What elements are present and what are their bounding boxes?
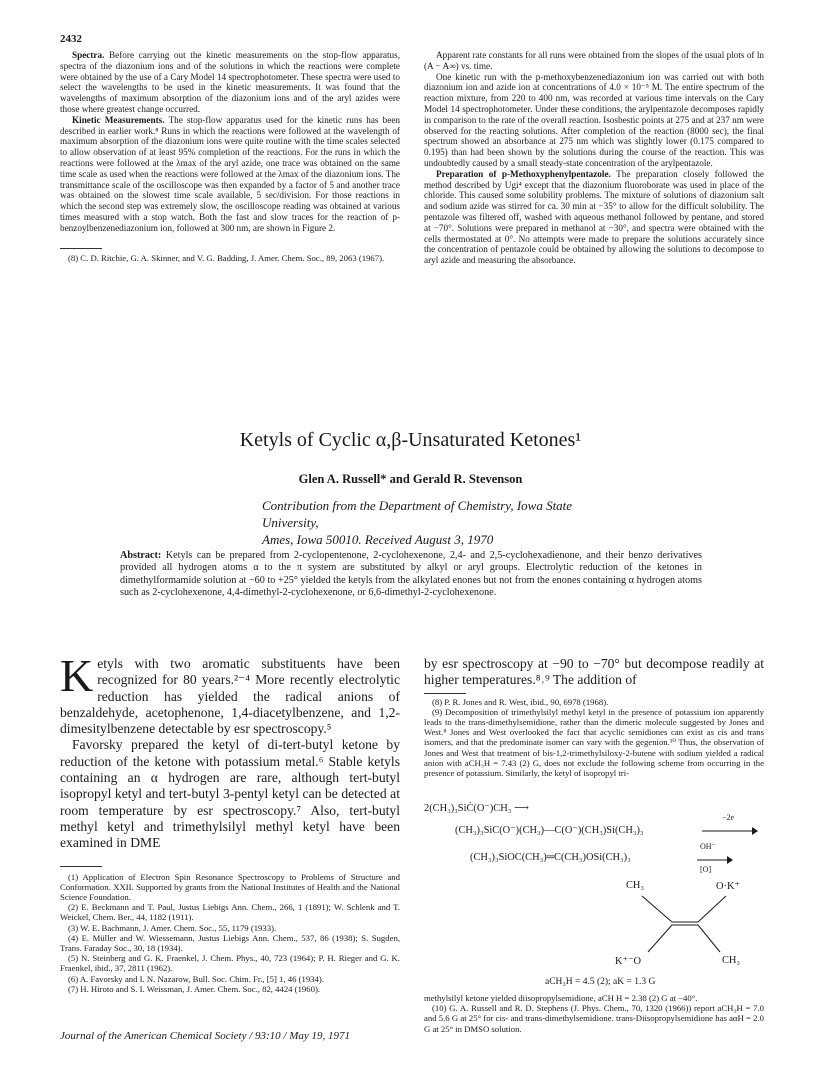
article-title: Ketyls of Cyclic α,β-Unsaturated Ketones¹ (239, 429, 582, 451)
rate-constants-paragraph: Apparent rate constants for all runs were obtained from the slopes of the usual plots of ln (A − A∞) vs. time. (424, 50, 764, 71)
kinetic-text: The stop-flow apparatus used for the kinetic runs has been described in earlier work.⁸ Runs in which the reactions were followed at the wavelength of maximum absorption of the diazonium ions were quite routine with the time scales selected to allow observation of at least 95% completion of the reactions. For the runs in which the reactions were followed at the λmax of the aryl azide, one trace was obtained on the same time scale as used when the reactions were followed at the λmax of the diazonium ions. The transmittance scale of the oscilloscope was then expanded by a factor of 5 and another trace was obtained on the slowest time scale available, 5 sec/division. For those reactions in which the second step was extremely slow, the oscilloscope reading was obtained at various times measured with a stop watch. Both the fast and slow traces for the reaction of p-benzoylbenzenediazonium ion, followed at 300 nm, are shown in Figure 2. (60, 114, 400, 233)
footnote-10: (10) G. A. Russell and R. D. Stephens (J. Phys. Chem., 70, 1320 (1966)) report aCH₃H = 7.0 and 5.6 G at 25° for cis- and trans-dimethylsemidione. trans-Diisopropylsemidione has aαH = 2.0 G at 25° in DMSO solution. (424, 1003, 764, 1034)
intro-paragraph (60, 650, 400, 737)
scheme-arrow-3-bottom-label: [O] (700, 865, 712, 874)
scheme-line-2: (CH₃)₃SiC(O⁻)(CH₃)—C(O⁻)(CH₃)Si(CH₃)₃ (455, 825, 644, 836)
abstract-label: Abstract: (120, 550, 162, 561)
kinetic-heading: Kinetic Measurements. (72, 114, 165, 125)
body-right-column (424, 656, 764, 778)
article-authors: Glen A. Russell* and Gerald R. Stevenson (298, 472, 523, 486)
contribution-line-1: Contribution from the Department of Chemistry, Iowa State University, (262, 498, 573, 530)
after-scheme-notes (424, 993, 764, 1034)
abstract (120, 550, 702, 600)
scheme-arrow-3-top-label: OH⁻ (700, 842, 716, 851)
spectra-heading: Spectra. (72, 50, 105, 60)
footnote-separator (60, 248, 102, 249)
footnote-3: (3) W. E. Bachmann, J. Amer. Chem. Soc., 55, 1179 (1933). (68, 922, 277, 933)
footnote-separator-right (424, 693, 466, 694)
preparation-text: The preparation closely followed the method described by Ugi⁴ except that the diazonium fluoroborate was used in place of the chloride. This caused some solubility problems. The mixture of solutions of diazonium salt and sodium azide was stirred for ca. 30 min at −35° to allow for the difficult solubility. The pentazole was filtered off, washed with aqueous methanol followed by pentane, and stored at −70°. Solutions were prepared in methanol at −30°, and spectra were obtained with the cells thermostated at 0°. No attempts were made to prepare the solutions accurately since the concentration of pentazole could be obtained by allowing the solutions to decompose to aryl azide and measuring the absorbance. (424, 168, 764, 266)
preparation-paragraph (424, 169, 764, 266)
footnotes-left (60, 872, 400, 994)
footnote-7: (7) H. Hiroto and S. I. Weissman, J. Amer. Chem. Soc., 82, 4424 (1960). (68, 983, 321, 994)
abstract-text: Ketyls can be prepared from 2-cyclopentenone, 2-cyclohexenone, 2,4- and 2,5-cyclohexadienone, and their benzo derivatives provided all hydrogen atoms α to the π system are substituted by alkyl or aryl groups. Electrolytic reduction of the ketones in dimethylformamide solution at −60 to +25° yielded the ketyls from the alkylated enones but not from the enones containing α hydrogen atoms such as 2-cyclohexenone, 4,4-dimethyl-2-cyclohexenone, or 6,6-dimethyl-2-cyclohexenone. (120, 550, 703, 599)
footnote-2: (2) E. Beckmann and T. Paul, Justus Liebigs Ann. Chem., 266, 1 (1891); W. Schlenk and T. Weickel, Chem. Ber., 44, 1182 (1911). (60, 902, 400, 923)
spectra-text: Before carrying out the kinetic measurements on the stop-flow apparatus, spectra of the diazonium ions and of the solutions in which the reactions were complete were obtained by the use of a Cary Model 14 spectrophotometer. These spectra were used to select the wavelengths to be used in the kinetic measurements. It was found that the wavelengths of maximum absorption of the diazonium ions and of the aryl azides were those where greatest change occurred. (60, 50, 400, 114)
footnote-8-prev: (8) C. D. Ritchie, G. A. Skinner, and V. G. Badding, J. Amer. Chem. Soc., 89, 2063 (1967). (68, 252, 385, 263)
scheme-arrow-2-label: −2e (722, 813, 735, 822)
structure-ch3-top: CH₃ (626, 880, 645, 891)
prev-article-left-column (60, 50, 400, 263)
journal-footer: Journal of the American Chemical Society / 93:10 / May 19, 1971 (60, 1030, 351, 1042)
footnote-6: (6) A. Favorsky and I. N. Nazarow, Bull. Soc. Chim. Fr., [5] 1, 46 (1934). (68, 973, 324, 984)
addition-paragraph: by esr spectroscopy at −90 to −70° but decompose readily at higher temperatures.⁸˒⁹ The addition of (424, 656, 764, 688)
scheme-arrow-2 (700, 826, 760, 836)
structure-ch3-bottom: CH₃ (722, 955, 741, 966)
intro-text: etyls with two aromatic substituents have been recognized for 80 years.²⁻⁴ More recently electrolytic reduction has yielded the radical anions of benzaldehyde, acetophenone, 1,4-diacetylbenzene, and 1,2-dimesitylbenzene detectable by esr spectroscopy.⁵ (60, 656, 400, 737)
structure-ko: K⁺⁻O (615, 956, 641, 967)
after-scheme-text: methylsilyl ketone yielded diisopropylsemidione, aCH H = 2.38 (2) G at −40°. (424, 993, 698, 1003)
footnote-8: (8) P. R. Jones and R. West, ibid., 90, 6978 (1968). (432, 696, 609, 707)
footnote-5: (5) N. Steinberg and G. K. Fraenkel, J. Chem. Phys., 40, 723 (1964); P. H. Rieger and G. K. Fraenkel, ibid., 37, 2811 (1962). (60, 953, 400, 974)
footnote-separator-left (60, 866, 102, 867)
footnote-9: (9) Decomposition of trimethylsilyl methyl ketyl in the presence of potassium ion apparently leads to the trans-dimethylsemidione, rather than the dimeric molecule suggested by Jones and West.⁸ Jones and West overlooked the fact that acyclic semidiones can exist as cis and trans isomers, and that the predominate isomer can vary with the gegenion.¹⁰ Thus, the observation of Jones and West that treatment of bis-1,2-trimethylsiloxy-2-butene with sodium yielded a radical anion with aCH₃H = 7.43 (2) G, does not exclude the following scheme from occurring in the presence of potassium. Similarly, the ketyl of isopropyl tri- (424, 706, 764, 779)
structure-ok: O·K⁺ (716, 881, 740, 892)
contribution-line (262, 497, 592, 548)
kinetic-run-paragraph: One kinetic run with the p-methoxybenzenediazonium ion was carried out with both diazonium ion and azide ion at concentrations of 4.0 × 10⁻⁵ M. The entire spectrum of the reaction mixture, from 220 to 400 nm, was recorded at various time intervals on the Cary Model 14 spectrophotometer. Under these conditions, the arylpentazole decomposes rapidly in comparison to the rate of the overall reaction. Isosbestic points at 275 and at 237 nm were observed for the reacting solutions. After completion of the reaction (8000 sec), the final spectrum showed an absorbance at 275 nm which was slightly lower (0.175 compared to 0.195) than had been shown by the solutions during the course of the reaction. This was undoubtedly caused by a small steady-state concentration of the arylpentazole. (424, 71, 764, 168)
favorsky-paragraph: Favorsky prepared the ketyl of di-tert-butyl ketone by reduction of the ketone with potassium metal.⁶ Stable ketyls containing an α hydrogen are rare, although tert-butyl isopropyl ketyl and tert-butyl 3-pentyl ketyl can be detected at room temperature by esr spectroscopy.⁷ Also, tert-butyl methyl ketyl and trimethylsilyl methyl ketyl have been examined in DME (60, 737, 400, 851)
body-left-column (60, 650, 400, 994)
scheme-line-3: (CH₃)₃SiOC(CH₃)═C(CH₃)OSi(CH₃)₃ (470, 852, 631, 863)
page-number: 2432 (60, 33, 82, 45)
footnote-1: (1) Application of Electron Spin Resonance Spectroscopy to Problems of Structure and Conformation. XXII. Supported by grants from the National Institutes of Health and the National Science Foundation. (60, 871, 400, 902)
drop-cap: K (60, 650, 94, 701)
scheme-arrow-3 (695, 855, 735, 865)
prev-article-right-column (424, 50, 764, 266)
kinetic-paragraph (60, 115, 400, 234)
footnote-4: (4) E. Müller and W. Wiessemann, Justus Liebigs Ann. Chem., 537, 86 (1938); S. Sugden, Trans. Faraday Soc., 30, 18 (1934). (60, 932, 400, 953)
preparation-heading: Preparation of p-Methoxyphenylpentazole. (436, 168, 611, 179)
spectra-paragraph (60, 50, 400, 115)
contribution-line-2: Ames, Iowa 50010. Received August 3, 1970 (262, 532, 494, 547)
scheme-line-1: 2(CH₃)₃SiĊ(O⁻)CH₃ ⟶ (424, 803, 529, 814)
structure-coupling-constants: aCH₃H = 4.5 (2); aK = 1.3 G (545, 977, 656, 987)
